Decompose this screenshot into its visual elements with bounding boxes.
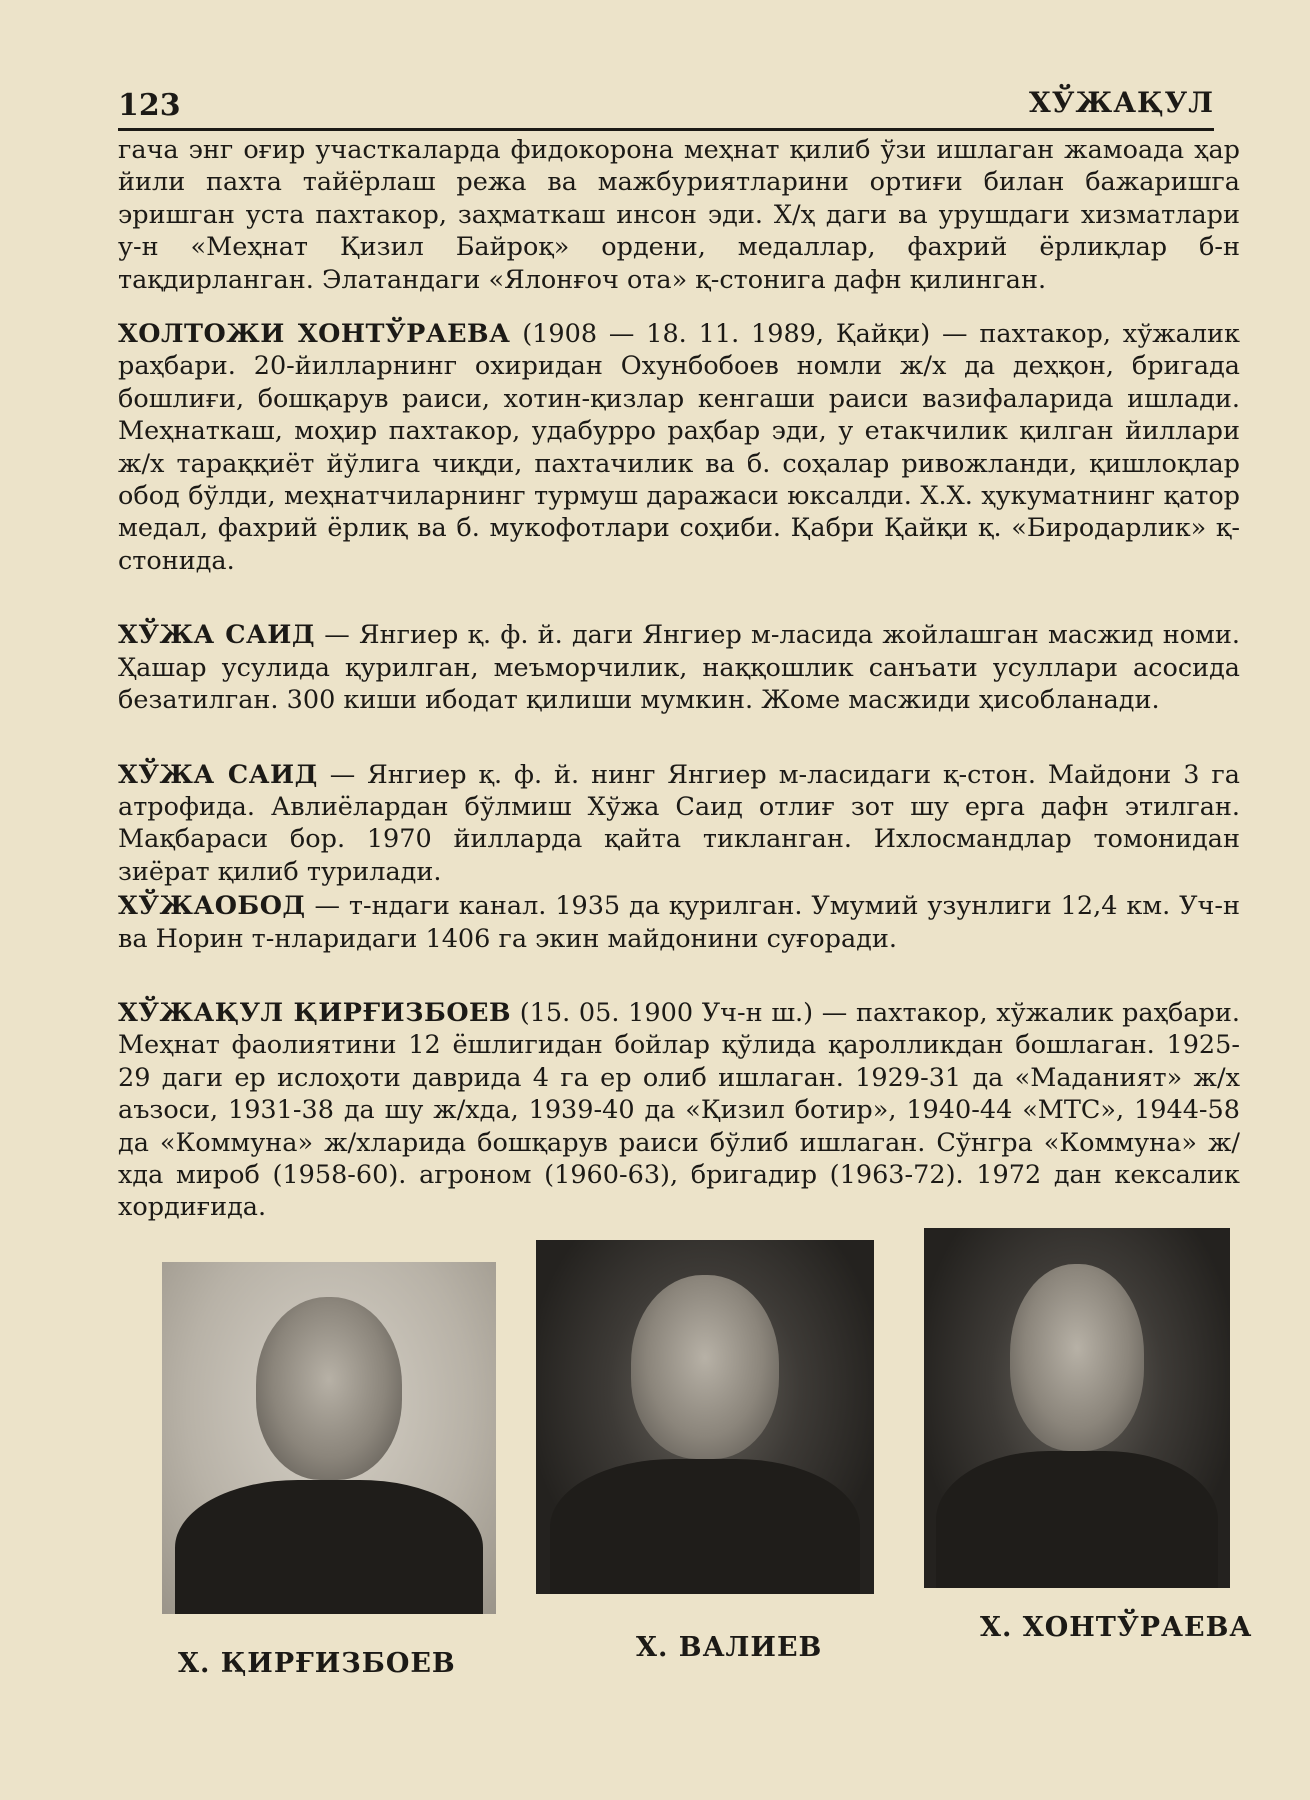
page-number: 123 bbox=[118, 88, 181, 123]
entry-text: (15. 05. 1900 Уч-н ш.) — пахтакор, хўжалик раҳбари. Меҳнат фаолиятини 12 ёшлигидан бойлар қўлида қаролликдан бошлаган. 1925-29 даги ер ислоҳоти даврида 4 га ер олиб ишлаган. 1929-31 да «Маданият» ж/х аъзоси, 1931-38 да шу ж/хда, 1939-40 да «Қизил ботир», 1940-44 «МТС», 1944-58 да «Коммуна» ж/хларида бошқарув раиси бўлиб ишлаган. Сўнгра «Коммуна» ж/хда мироб (1958-60). агроном (1960-63), бригадир (1963-72). 1972 дан кексалик хордиғида. bbox=[118, 997, 1240, 1223]
entry-headword: ХЎЖАҚУЛ ҚИРҒИЗБОЕВ bbox=[118, 997, 512, 1028]
portrait-face bbox=[256, 1297, 403, 1480]
portrait-torso bbox=[550, 1459, 861, 1594]
entry-headword: ХЎЖАОБОД bbox=[118, 891, 306, 922]
entry-text: — Янгиер қ. ф. й. нинг Янгиер м-ласидаги қ-стон. Майдони 3 га атрофида. Авлиёлардан бўлмиш Хўжа Саид отлиғ зот шу ерга дафн этилган. Мақбараси бор. 1970 йилларда қайта тикланган. Ихлосмандлар томонидан зиёрат қилиб турилади. bbox=[118, 759, 1240, 887]
entry-headword: ХОЛТОЖИ ХОНТЎРАЕВА bbox=[118, 319, 511, 350]
portrait-torso bbox=[175, 1480, 482, 1614]
portrait-photo-kirgizboev bbox=[162, 1262, 496, 1614]
entry-text: — Янгиер қ. ф. й. даги Янгиер м-ласида жойлашган масжид номи. Ҳашар усулида қурилган, меъморчилик, наққошлик санъати усуллари асосида безатилган. 300 киши ибодат қилиши мумкин. Жоме масжиди ҳисобланади. bbox=[118, 620, 1240, 716]
photo-caption: Х. ҚИРҒИЗБОЕВ bbox=[178, 1648, 456, 1679]
portrait-torso bbox=[936, 1451, 1218, 1588]
entry-text: гача энг оғир участкаларда фидокорона меҳнат қилиб ўзи ишлаган жамоада ҳар йили пахта тайёрлаш режа ва мажбуриятларини ортиғи билан бажаришга эришган уста пахтакор, заҳматкаш инсон эди. Х/ҳ даги ва урушдаги хизматлари у-н «Меҳнат Қизил Байроқ» ордени, медаллар, фахрий ёрлиқлар б-н тақдирланган. Элатандаги «Ялонғоч ота» қ-стонига дафн қилинган. bbox=[118, 135, 1240, 295]
entry-headword: ХЎЖА САИД bbox=[118, 620, 316, 651]
entry-text: — т-ндаги канал. 1935 да қурилган. Умумий узунлиги 12,4 км. Уч-н ва Норин т-нларидаги 1406 га экин майдонини суғоради. bbox=[118, 891, 1240, 954]
photo-caption: Х. ХОНТЎРАЕВА bbox=[980, 1612, 1253, 1643]
portrait-photo-valiev bbox=[536, 1240, 874, 1594]
portrait-face bbox=[1010, 1264, 1145, 1451]
entry-headword: ХЎЖА САИД bbox=[118, 759, 318, 790]
photo-caption: Х. ВАЛИЕВ bbox=[636, 1632, 823, 1663]
portrait-face bbox=[631, 1275, 780, 1459]
running-head: ХЎЖАҚУЛ bbox=[1029, 86, 1214, 119]
entry-text: (1908 — 18. 11. 1989, Қайқи) — пахтакор, хўжалик раҳбари. 20-йилларнинг охиридан Охунбобоев номли ж/х да деҳқон, бригада бошлиғи, бошқарув раиси, хотин-қизлар кенгаши раиси вазифаларида ишлади. Меҳнаткаш, моҳир пахтакор, удабурро раҳбар эди, у етакчилик қилган йиллари ж/х тараққиёт йўлига чиқди, пахтачилик ва б. соҳалар ривожланди, қишлоқлар обод бўлди, меҳнатчиларнинг турмуш даражаси юксалди. Х.Х. ҳукуматнинг қатор медал, фахрий ёрлиқ ва б. мукофотлари соҳиби. Қабри Қайқи қ. «Биродарлик» қ-стонида. bbox=[118, 319, 1240, 576]
portrait-photo-khonturaeva bbox=[924, 1228, 1230, 1588]
